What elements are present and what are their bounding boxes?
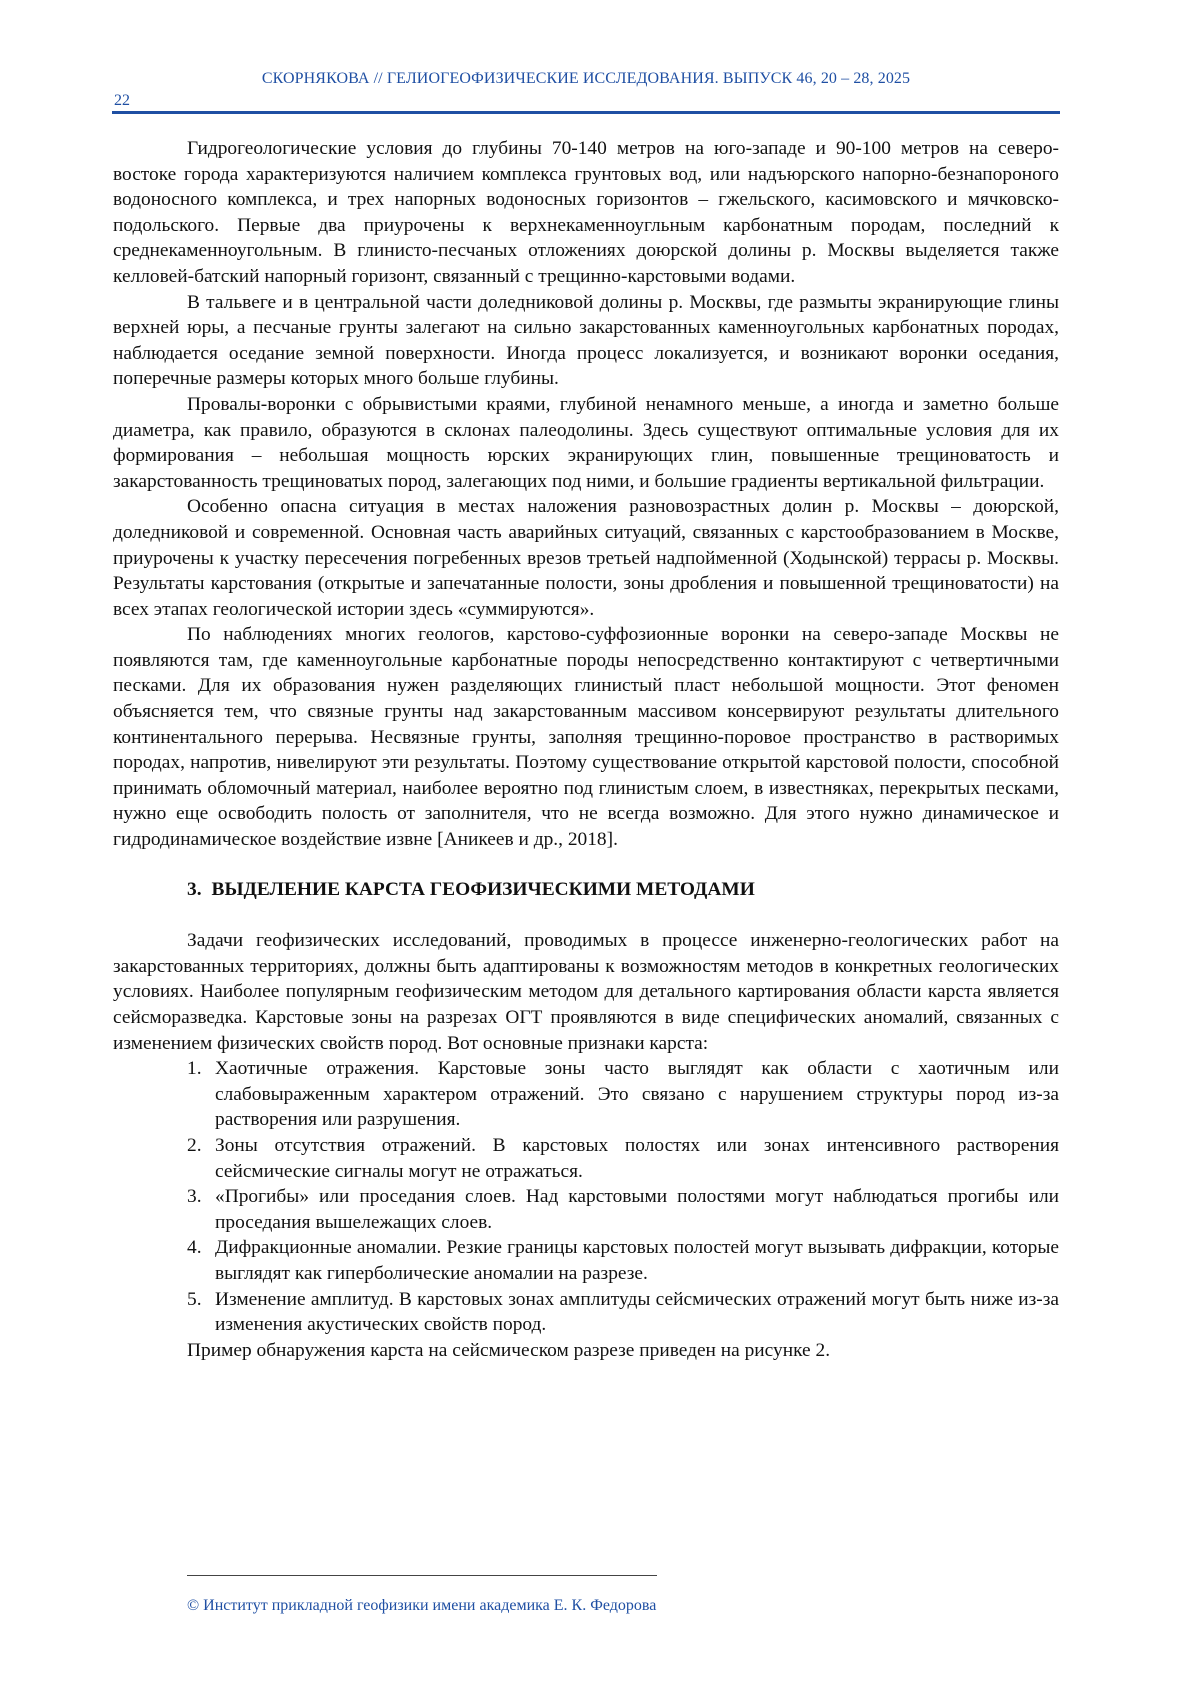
list-item [113, 1235, 1059, 1286]
list-item-number: 3. [187, 1186, 202, 1208]
article-body [113, 136, 1059, 1363]
paragraph-hydrogeology: Гидрогеологические условия до глубины 70-140 метров на юго-западе и 90-100 метров на северо-востоке города характеризуются наличием комплекса грунтовых вод, или надъюрского напорно-безнапороного водоносного комплекса, и трех напорных водоносных горизонтов – гжельского, касимовского и мячковско-подольского. Первые два приурочены к верхнекаменноугльным карбонатным породам, последний к среднекаменноугольным. В глинисто-песчаных отложениях доюрской долины р. Москвы выделяется также келловей-батский напорный горизонт, связанный с трещинно-карстовыми водами. [113, 138, 1059, 287]
running-header [112, 70, 1060, 114]
list-item-text: «Прогибы» или проседания слоев. Над карстовыми полостями могут наблюдаться прогибы или проседания вышележащих слоев. [215, 1186, 1059, 1233]
running-title: СКОРНЯКОВА // ГЕЛИОГЕОФИЗИЧЕСКИЕ ИССЛЕДОВАНИЯ. ВЫПУСК 46, 20 – 28, 2025 [261, 70, 911, 87]
header-rule [112, 111, 1060, 114]
paragraph-overlapping-valleys: Особенно опасна ситуация в местах наложения разновозрастных долин р. Москвы – доюрской, доледниковой и современной. Основная часть аварийных ситуаций, связанных с карстообразованием в Москве, приурочены к участку пересечения погребенных врезов третьей надпойменной (Ходынской) террасы р. Москвы. Результаты карстования (открытые и запечатанные полости, зоны дробления и повышенной трещиноватости) на всех этапах геологической истории здесь «суммируются». [113, 496, 1059, 620]
list-item-text: Хаотичные отражения. Карстовые зоны часто выглядят как области с хаотичным или слабовыраженным характером отражений. Это связано с нарушением структуры пород из-за растворения или разрушения. [215, 1058, 1059, 1131]
paragraph-section-intro: Задачи геофизических исследований, проводимых в процессе инженерно-геологических работ на закарстованных территориях, должны быть адаптированы к возможностям методов в конкретных геологических условиях. Наиболее популярным геофизическим методом для детального картирования области карста является сейсморазведка. Карстовые зоны на разрезах ОГТ проявляются в виде специфических аномалий, связанных с изменением физических свойств пород. Вот основные признаки карста: [113, 930, 1059, 1054]
list-item-number: 5. [187, 1288, 202, 1310]
list-item-number: 2. [187, 1134, 202, 1156]
paragraph-observations: По наблюдениях многих геологов, карстово-суффозионные воронки на северо-западе Москвы не появляются там, где каменноугольные карбонатные породы непосредственно контактируют с четвертичными песками. Для их образования нужен разделяющих глинистый пласт небольшой мощности. Этот феномен объясняется тем, что связные грунты над закарстованным массивом консервируют результаты длительного континентального перерыва. Несвязные грунты, заполняя трещинно-поровое пространство в растворимых породах, напротив, нивелируют эти результаты. Поэтому существование открытой карстовой полости, способной принимать обломочный материал, наиболее вероятно под глинистым слоем, в известняках, перекрытых песками, нужно еще освободить полость от заполнителя, что не всегда возможно. Для этого нужно динамическое и гидродинамическое воздействие извне [Аникеев и др., 2018]. [113, 624, 1059, 851]
list-item-text: Зоны отсутствия отражений. В карстовых полостях или зонах интенсивного растворения сейсмические сигналы могут не отражаться. [215, 1134, 1059, 1182]
karst-signs-list [113, 1056, 1059, 1338]
list-item-text: Дифракционные аномалии. Резкие границы карстовых полостей могут вызывать дифракции, которые выглядят как гиперболические аномалии на разрезе. [215, 1237, 1059, 1284]
list-item [113, 1133, 1059, 1184]
section-title: ВЫДЕЛЕНИЕ КАРСТА ГЕОФИЗИЧЕСКИМИ МЕТОДАМИ [211, 878, 755, 900]
list-item-number: 4. [187, 1237, 202, 1259]
list-item [113, 1056, 1059, 1133]
paragraph-figure-reference: Пример обнаружения карста на сейсмическом разрезе приведен на рисунке 2. [187, 1339, 831, 1361]
list-item-text: Изменение амплитуд. В карстовых зонах амплитуды сейсмических отражений могут быть ниже из-за изменения акустических свойств пород. [215, 1288, 1059, 1336]
paragraph-thalweg: В тальвеге и в центральной части доледниковой долины р. Москвы, где размыты экранирующие глины верхней юры, а песчаные грунты залегают на сильно закарстованных каменноугольных карбонатных породах, наблюдается оседание земной поверхности. Иногда процесс локализуется, и возникают воронки оседания, поперечные размеры которых много больше глубины. [113, 291, 1059, 390]
list-item [113, 1287, 1059, 1338]
list-item [113, 1184, 1059, 1235]
paragraph-sinkholes: Провалы-воронки с обрывистыми краями, глубиной ненамного меньше, а иногда и заметно больше диаметра, как правило, образуются в склонах палеодолины. Здесь существуют оптимальные условия для их формирования – небольшая мощность юрских экранирующих глин, повышенные трещиноватость и закарстованность трещиноватых пород, залегающих под ними, и большие градиенты вертикальной фильтрации. [113, 393, 1059, 492]
footer-copyright: © Институт прикладной геофизики имени академика Е. К. Федорова [187, 1597, 657, 1614]
footer-rule [187, 1575, 657, 1576]
page-number: 22 [114, 92, 130, 109]
section-heading [187, 877, 1059, 903]
section-number: 3. [187, 878, 202, 900]
list-item-number: 1. [187, 1058, 202, 1080]
